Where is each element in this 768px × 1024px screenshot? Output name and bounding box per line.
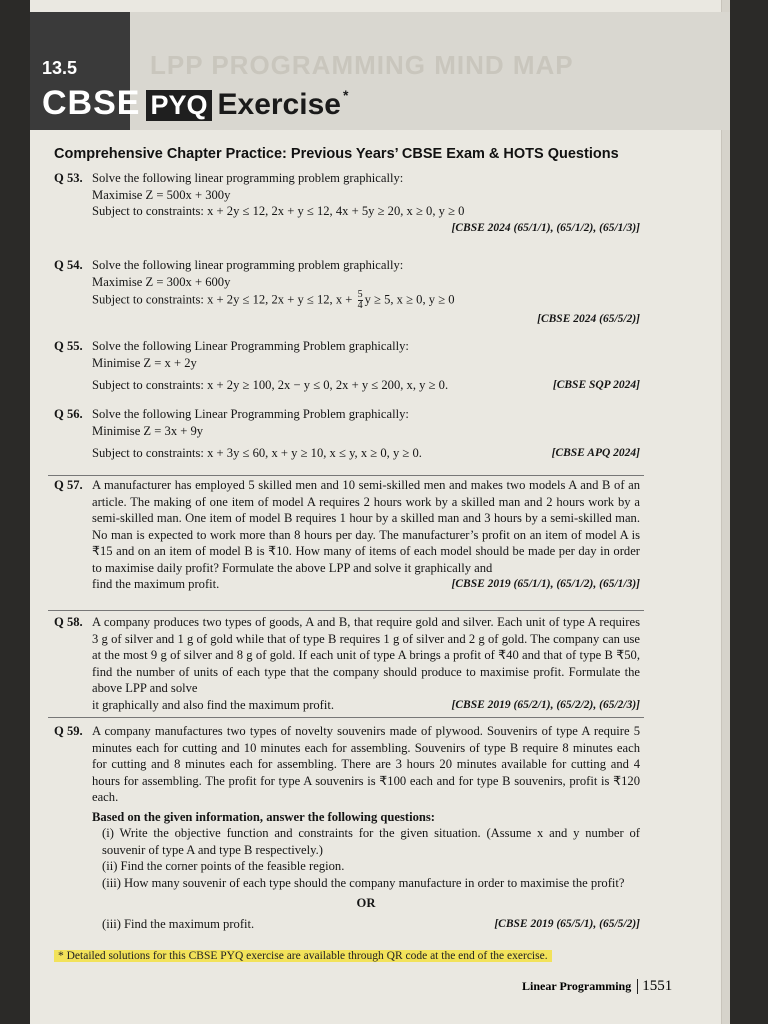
fraction-numerator: 5 — [357, 289, 363, 300]
title-asterisk: * — [342, 87, 349, 103]
source-reference: [CBSE 2024 (65/1/1), (65/1/2), (65/1/3)] — [451, 221, 640, 234]
question-text-end: find the maximum profit. — [92, 577, 220, 591]
title-cbse: CBSE — [42, 84, 141, 122]
fraction — [358, 290, 363, 311]
constraints-part-2: y ≥ 5, x ≥ 0, y ≥ 0 — [364, 292, 455, 307]
question-text: A manufacturer has employed 5 skilled men and 10 semi-skilled men and makes two models A and B of an article. The making of one item of model A requires 2 hours work by a skilled man and 2 hours work by a semi-skilled man. One item of model B requires 1 hour by a skilled man and 3 hours by a semi-skilled man. No man is expected to work more than 8 hours per day. The manufacturer’s profit on an item of model A is ₹15 and on an item of model B is ₹10. How many of items of each model should be made per day in order to maximise daily profit? Formulate the above LPP and solve it graphically and — [92, 478, 640, 575]
page-number: 1551 — [642, 978, 673, 994]
sub-question-iii-alt-text: (iii) Find the maximum profit. — [102, 916, 255, 931]
question-number: Q 56. — [54, 407, 83, 421]
question-text: Solve the following Linear Programming Problem graphically: — [92, 407, 409, 421]
constraints-text: Subject to constraints: x + 2y ≥ 100, 2x − y ≤ 0, 2x + y ≤ 200, x, y ≥ 0. — [92, 378, 449, 392]
sub-question-i: (i) Write the objective function and constraints for the given situation. (Assume x and y number of souvenir of type A and type B respectively.) — [102, 826, 640, 857]
question-text: Solve the following linear programming problem graphically: — [92, 258, 404, 272]
question-55 — [54, 338, 640, 394]
objective-function: Maximise Z = 500x + 300y — [92, 187, 231, 202]
question-text-end: it graphically and also find the maximum profit. — [92, 697, 335, 712]
fraction-denominator: 4 — [357, 300, 363, 311]
question-text: A company produces two types of goods, A and B, that require gold and silver. Each unit of type A requires 3 g of silver and 1 g of gold while that of type B requires 1 g of silver and 2 g of gold. The company can use at the most 9 g of silver and 8 g of gold. If each unit of type A brings a profit of ₹40 and that of type B ₹50, find the number of units of each type that the company should produce to maximise profit. Formulate the above LPP and solve — [92, 615, 640, 695]
question-number: Q 54. — [54, 258, 83, 272]
question-text: Solve the following Linear Programming Problem graphically: — [92, 339, 409, 353]
page-footer — [522, 978, 672, 995]
constraints — [92, 445, 640, 462]
or-separator: OR — [356, 896, 376, 910]
sub-question-iii: (iii) How many souvenir of each type should the company manufacture in order to maximise the profit? — [102, 875, 625, 890]
objective-function: Maximise Z = 300x + 600y — [92, 274, 231, 289]
footnote — [54, 950, 552, 962]
question-number: Q 58. — [54, 615, 83, 629]
source-reference: [CBSE 2019 (65/2/1), (65/2/2), (65/2/3)] — [451, 698, 640, 711]
question-56 — [54, 406, 640, 462]
question-text: Solve the following linear programming problem graphically: — [92, 171, 404, 185]
footnote-text: Detailed solutions for this CBSE PYQ exercise are available through QR code at the end of the exercise. — [66, 950, 548, 962]
objective-function: Minimise Z = 3x + 9y — [92, 423, 204, 438]
question-number: Q 57. — [54, 478, 83, 492]
constraints — [92, 290, 640, 311]
question-text: A company manufactures two types of novelty souvenirs made of plywood. Souvenirs of type A require 5 minutes each for cutting and 10 minutes each for assembling. Souvenirs of type B require 8 minutes each for cutting and 8 minutes each for assembling. There are 3 hours 20 minutes available for cutting and 4 hours for assembling. The profit for type A souvenirs is ₹100 each and for type B souvenirs, profit is ₹120 each. — [92, 724, 640, 804]
sub-question-ii: (ii) Find the corner points of the feasible region. — [102, 859, 345, 873]
constraints — [92, 377, 640, 394]
constraints-part-1: Subject to constraints: x + 2y ≤ 12, 2x + y ≤ 12, x + — [92, 292, 356, 307]
textbook-page — [30, 0, 730, 1024]
question-number: Q 53. — [54, 171, 83, 185]
exercise-title — [42, 84, 348, 123]
question-59 — [54, 723, 640, 932]
question-number: Q 59. — [54, 724, 83, 738]
title-exercise: Exercise — [217, 88, 341, 121]
source-reference: [CBSE 2019 (65/1/1), (65/1/2), (65/1/3)] — [451, 578, 640, 590]
objective-function: Minimise Z = x + 2y — [92, 355, 197, 370]
question-number: Q 55. — [54, 339, 83, 353]
constraints: Subject to constraints: x + 2y ≤ 12, 2x + y ≤ 12, 4x + 5y ≥ 20, x ≥ 0, y ≥ 0 — [92, 204, 465, 218]
question-54 — [54, 257, 640, 328]
source-reference: [CBSE 2019 (65/5/1), (65/5/2)] — [494, 917, 640, 930]
question-58 — [54, 614, 640, 713]
source-reference: [CBSE APQ 2024] — [551, 447, 640, 459]
sub-question-iii-alt — [92, 916, 640, 933]
header-watermark-text: LPP PROGRAMMING MIND MAP — [150, 50, 574, 80]
question-last-line — [92, 576, 640, 593]
source-reference: [CBSE SQP 2024] — [552, 379, 640, 391]
subheading: Comprehensive Chapter Practice: Previous Years’ CBSE Exam & HOTS Questions — [54, 146, 619, 162]
question-last-line — [92, 697, 640, 714]
constraints-text: Subject to constraints: x + 3y ≤ 60, x + y ≥ 10, x ≤ y, x ≥ 0, y ≥ 0. — [92, 446, 422, 460]
source-reference: [CBSE 2024 (65/5/2)] — [537, 313, 640, 325]
question-53 — [54, 170, 640, 236]
title-pyq: PYQ — [146, 90, 211, 121]
section-number: 13.5 — [42, 58, 78, 78]
page-edge — [721, 0, 730, 1024]
footer-chapter-title: Linear Programming — [522, 979, 638, 994]
question-57 — [54, 477, 640, 593]
footnote-mark: * — [58, 950, 64, 962]
case-prompt: Based on the given information, answer the following questions: — [92, 809, 435, 824]
